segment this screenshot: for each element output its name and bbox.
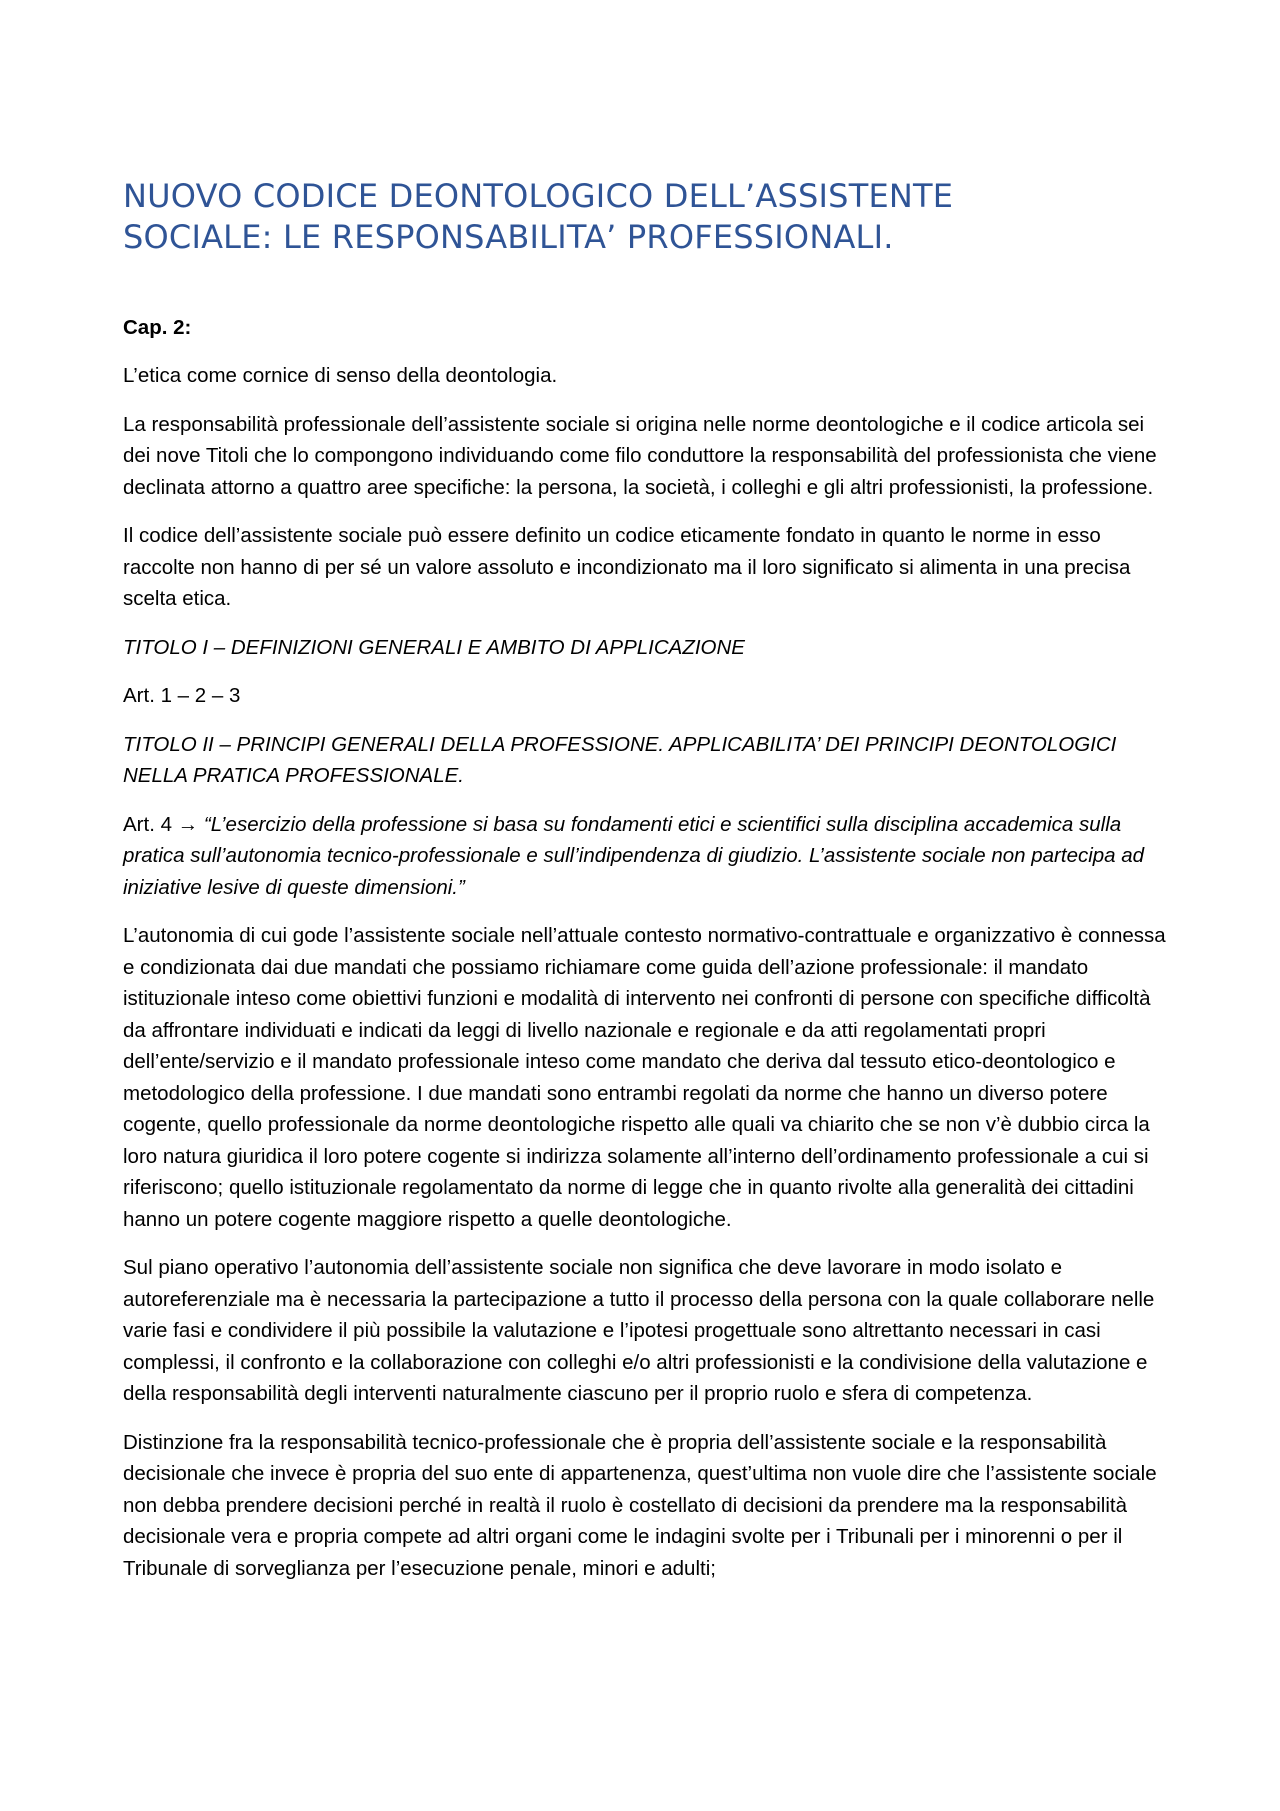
paragraph-3: L’autonomia di cui gode l’assistente sociale nell’attuale contesto normativo-contrattuale e organizzativo è connessa e condizionata dai due mandati che possiamo richiamare come guida dell’azione professionale: il mandato istituzionale inteso come obiettivi funzioni e modalità di intervento nei confronti di persone con specifiche difficoltà da affrontare individuati e indicati da leggi di livello nazionale e regionale e da atti regolamentati propri dell’ente/servizio e il mandato professionale inteso come mandato che deriva dal tessuto etico-deontologico e metodologico della professione. I due mandati sono entrambi regolati da norme che hanno un diverso potere cogente, quello professionale da norme deontologiche rispetto alle quali va chiarito che se non v’è dubbio circa la loro natura giuridica il loro potere cogente si indirizza solamente all’interno dell’ordinamento professionale a cui si riferiscono; quello istituzionale regolamentato da norme di legge che in quanto rivolte alla generalità dei cittadini hanno un potere cogente maggiore rispetto a quelle deontologiche. xyxy=(123,924,1166,1231)
article-4-quote: “L’esercizio della professione si basa su fondamenti etici e scientifici sulla disciplina accademica sulla pratica sull’autonomia tecnico-professionale e sull’indipendenza di giudizio. L’assistente sociale non partecipa ad iniziative lesive di queste dimensioni.” xyxy=(123,812,1145,899)
document-title xyxy=(123,176,1168,258)
document-page xyxy=(123,176,1168,1601)
document-title-line-1: NUOVO CODICE DEONTOLOGICO DELL’ASSISTENTE xyxy=(123,177,954,215)
chapter-heading: Cap. 2: xyxy=(123,316,192,339)
document-title-line-2: SOCIALE: LE RESPONSABILITA’ PROFESSIONALI. xyxy=(123,218,894,256)
paragraph-1: La responsabilità professionale dell’assistente sociale si origina nelle norme deontologiche e il codice articola sei dei nove Titoli che lo compongono individuando come filo conduttore la responsabilità del professionista che viene declinata attorno a quattro aree specifiche: la persona, la società, i colleghi e gli altri professionisti, la professione. xyxy=(123,412,1157,499)
right-arrow-icon: → xyxy=(177,812,199,836)
chapter-subtitle: L’etica come cornice di senso della deontologia. xyxy=(123,364,558,387)
paragraph-4: Sul piano operativo l’autonomia dell’assistente sociale non significa che deve lavorare in modo isolato e autoreferenziale ma è necessaria la partecipazione a tutto il processo della persona con la quale collaborare nelle varie fasi e condividere il più possibile la valutazione e l’ipotesi progettuale sono altrettanto necessari in casi complessi, il confronto e la collaborazione con colleghi e/o altri professionisti e la condivisione della valutazione e della responsabilità degli interventi naturalmente ciascuno per il proprio ruolo e sfera di competenza. xyxy=(123,1256,1155,1405)
article-4-label: Art. 4 xyxy=(123,812,172,836)
article-4 xyxy=(123,809,1168,904)
paragraph-5: Distinzione fra la responsabilità tecnico-professionale che è propria dell’assistente sociale e la responsabilità decisionale che invece è propria del suo ente di appartenenza, quest’ultima non vuole dire che l’assistente sociale non debba prendere decisioni perché in realtà il ruolo è costellato di decisioni da prendere ma la responsabilità decisionale vera e propria compete ad altri organi come le indagini svolte per i Tribunali per i minorenni o per il Tribunale di sorveglianza per l’esecuzione penale, minori e adulti; xyxy=(123,1430,1157,1580)
titolo-2-heading: TITOLO II – PRINCIPI GENERALI DELLA PROFESSIONE. APPLICABILITA’ DEI PRINCIPI DEONTOLOGICI NELLA PRATICA PROFESSIONALE. xyxy=(123,732,1117,787)
articles-1-2-3: Art. 1 – 2 – 3 xyxy=(123,684,241,707)
paragraph-2: Il codice dell’assistente sociale può essere definito un codice eticamente fondato in quanto le norme in esso raccolte non hanno di per sé un valore assoluto e incondizionato ma il loro significato si alimenta in una precisa scelta etica. xyxy=(123,524,1131,610)
titolo-1-heading: TITOLO I – DEFINIZIONI GENERALI E AMBITO DI APPLICAZIONE xyxy=(123,635,745,659)
